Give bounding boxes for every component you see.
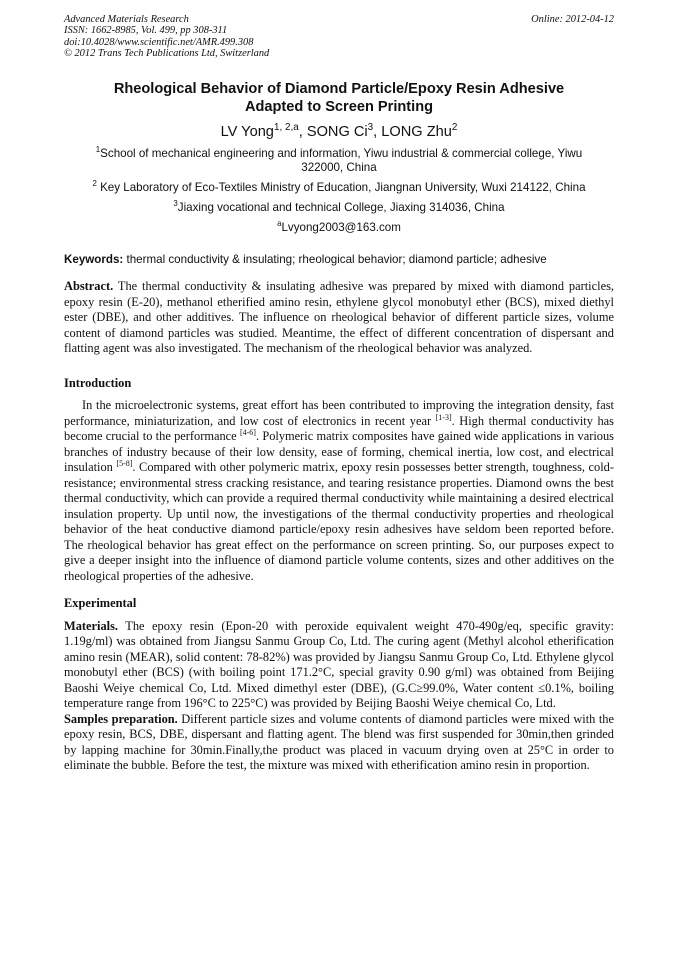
affiliation-1 xyxy=(64,147,614,175)
journal-name: Advanced Materials Research xyxy=(64,14,189,25)
abstract xyxy=(64,279,614,357)
author-list xyxy=(64,123,614,141)
author-name: LONG Zhu xyxy=(381,124,452,140)
introduction-paragraph xyxy=(64,398,614,584)
samples-label: Samples preparation. xyxy=(64,711,178,726)
author-affil-mark: 2 xyxy=(451,122,458,134)
author-separator: , xyxy=(373,124,382,140)
affiliation-mark: a xyxy=(277,219,282,229)
affiliation-mark: 3 xyxy=(173,199,178,209)
citation: [5-8] xyxy=(116,458,133,468)
journal-issn: ISSN: 1662-8985, Vol. 499, pp 308-311 xyxy=(64,25,228,37)
affiliation-text: School of mechanical engineering and information, Yiwu industrial & commercial college, Yiwu xyxy=(100,147,583,160)
title-line-2: Adapted to Screen Printing xyxy=(244,99,434,115)
paragraph-text: In the microelectronic systems, great effort has been contributed to improving the integration density, fast performance, miniaturization, and low cost of electronics in recent year xyxy=(64,398,614,428)
paragraph-text: The epoxy resin (Epon-20 with peroxide equivalent weight 470-490g/eq, specific gravity: 1.19g/ml) was obtained from Jiangsu Sanmu Group Co, Ltd. The curing agent (Methyl alcohol etherification amino resin (MEAR), solid content: 78-82%) was provided by Jiangsu Sanmu Group Co, Ltd. Ethylene glycol monobutyl ether (BCS) (with boiling point 171.2°C, special gravity 0.90 g/ml) was obtained from Beijing Baoshi Weiye chemical Co, Ltd. Mixed dimethyl ester (DBE), (G.C≥99.0%, Water content ≤0.1%, boiling temperature range from 196°C to 225°C) was provided by Beijing Baoshi Weiye chemical Co, Ltd. xyxy=(64,618,614,710)
author-email xyxy=(64,221,614,235)
journal-doi: doi:10.4028/www.scientific.net/AMR.499.308 xyxy=(64,36,254,48)
email-address: Lvyong2003@163.com xyxy=(281,221,401,234)
section-heading-introduction: Introduction xyxy=(64,375,132,390)
author-affil-mark: 3 xyxy=(367,122,374,134)
journal-copyright: © 2012 Trans Tech Publications Ltd, Switzerland xyxy=(64,47,270,59)
author-name: LV Yong xyxy=(220,124,274,140)
abstract-text: The thermal conductivity & insulating adhesive was prepared by mixed with diamond particles, epoxy resin (E-20), methanol etherified amino resin, ethylene glycol monobutyl ether (BCS), mixed diethyl ester (DBE), and other additives. The influence on rheological behavior of different particle sizes, volume content of diamond particles was studied. Meantime, the effect of different concentration of dispersant and flatting agent was also investigated. The mechanism of the rheological behavior was analyzed. xyxy=(64,279,614,355)
paragraph-text: . High thermal conductivity has become crucial to the performance xyxy=(64,413,614,443)
online-date: Online: 2012-04-12 xyxy=(531,14,614,25)
paragraph-text: Different particle sizes and volume contents of diamond particles were mixed with the epoxy resin, BCS, DBE, dispersant and flatting agent. The blend was first suspended for 30min,then grinded by lapping machine for 30min.Finally,the product was placed in vacuum drying oven at 25°C in order to eliminate the bubble. Before the test, the mixture was mixed with etherification amino resin in proportion. xyxy=(64,711,614,772)
author-name: SONG Ci xyxy=(306,124,368,140)
author-affil-mark: 1, 2,a xyxy=(273,122,299,134)
section-heading-experimental: Experimental xyxy=(64,596,137,610)
samples-preparation-paragraph xyxy=(64,712,614,774)
citation: [4-6] xyxy=(239,427,256,437)
affiliation-mark: 2 xyxy=(92,179,97,189)
affiliation-mark: 1 xyxy=(95,145,101,155)
citation: [1-3] xyxy=(435,412,452,422)
author-separator: , xyxy=(298,124,307,140)
paragraph-text: . Polymeric matrix composites have gained wide applications in various branches of industry because of their low density, ease of forming, chemical inertia, low cost, and electrical insulation xyxy=(64,429,614,474)
materials-label: Materials. xyxy=(64,618,119,633)
affiliation-text: Key Laboratory of Eco-Textiles Ministry of Education, Jiangnan University, Wuxi 214122, China xyxy=(96,181,586,194)
paper-page xyxy=(64,14,614,774)
keywords xyxy=(64,253,614,267)
affiliation-text: Jiaxing vocational and technical College, Jiaxing 314036, China xyxy=(177,201,505,214)
abstract-label: Abstract. xyxy=(64,279,114,293)
title-line-1: Rheological Behavior of Diamond Particle/Epoxy Resin Adhesive xyxy=(113,81,565,97)
keywords-text: thermal conductivity & insulating; rheological behavior; diamond particle; adhesive xyxy=(123,253,547,266)
affiliation-2 xyxy=(64,181,614,195)
materials-paragraph xyxy=(64,619,614,712)
paragraph-text: . Compared with other polymeric matrix, epoxy resin possesses better strength, toughness, cold-resistance; environmental stress cracking resistance, and tearing resistance properties. Diamond owns the best thermal conductivity, which can provide a required thermal conductivity while maintaining a desired electrical insulation property. Up until now, the investigations of the thermal conductivity properties and rheological behavior of the heat conductive diamond particle/epoxy resin adhesives have seldom been reported before. The rheological behavior has great effect on the performance on screen printing. So, our purposes expect to give a deeper insight into the influence of diamond particle volume contents, sizes and other additives on the rheological properties of the adhesive. xyxy=(64,460,614,583)
affiliation-3 xyxy=(64,201,614,215)
journal-header xyxy=(64,14,614,62)
paper-title xyxy=(64,80,614,116)
affiliation-text: 322000, China xyxy=(301,161,377,174)
keywords-label: Keywords: xyxy=(64,253,124,266)
